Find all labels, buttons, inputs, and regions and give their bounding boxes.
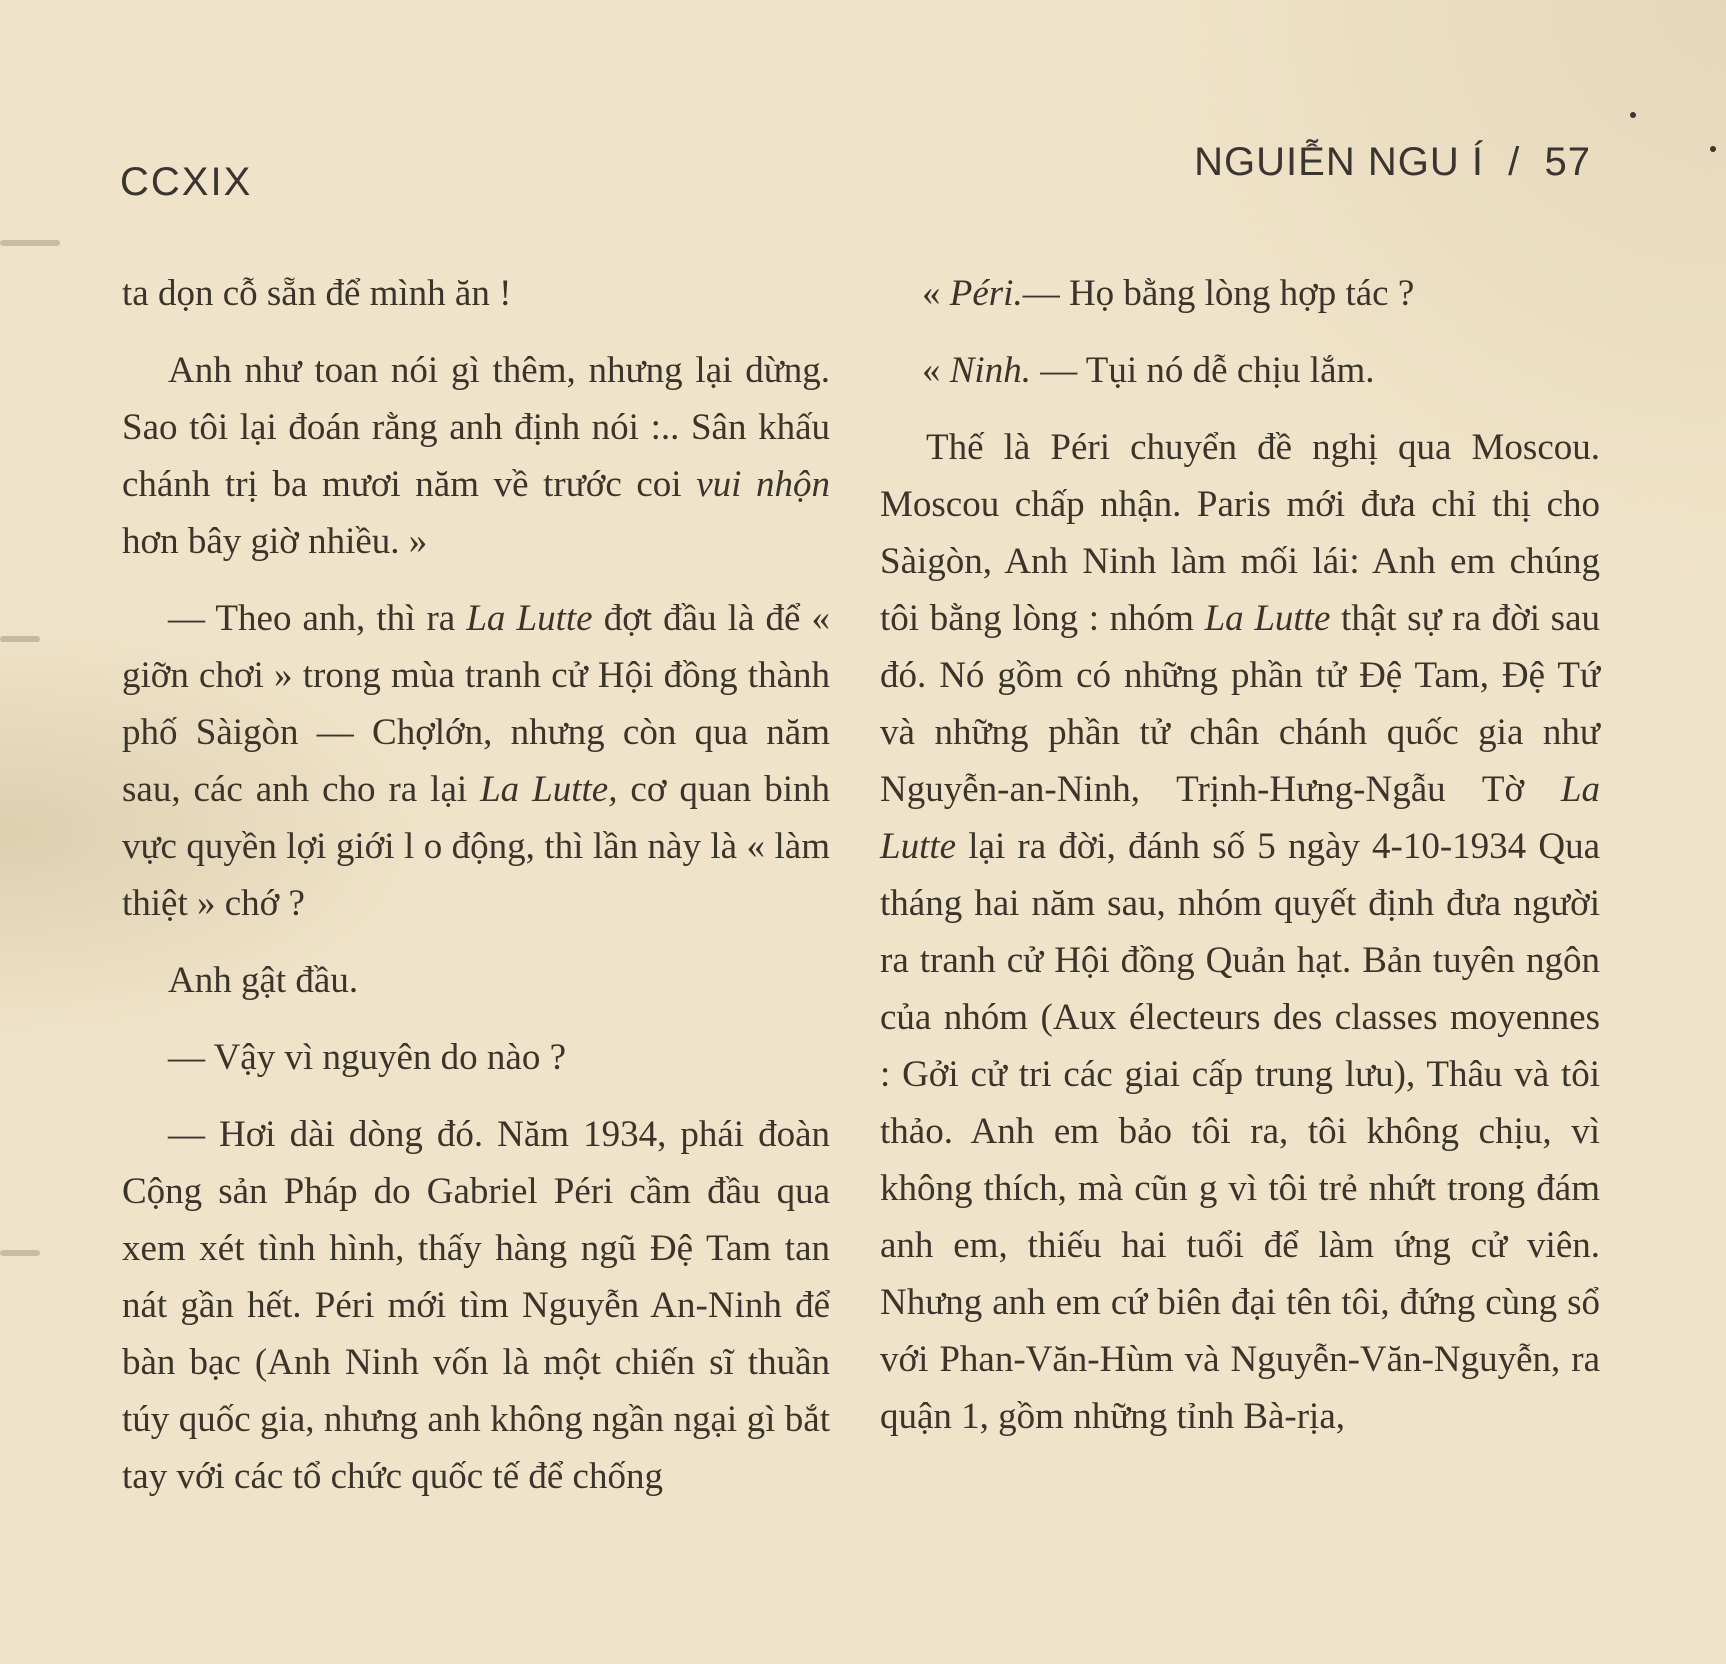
paragraph [880, 419, 1600, 1445]
ink-speck [1630, 112, 1636, 118]
quote-mark: « [922, 350, 941, 391]
text: cơ quan binh vực quyền lợi giới l o động, thì lần này là « làm thiệt » chớ ? [122, 769, 830, 924]
speaker-name: Péri. [949, 273, 1023, 314]
ink-speck [1710, 146, 1716, 152]
text: Anh gật đầu. [168, 960, 359, 1001]
paragraph [122, 590, 830, 932]
text: thật sự ra đời sau đó. Nó gồm có những phần tử Đệ Tam, Đệ Tứ và những phần tử chân chánh quốc gia như Nguyễn-an-Ninh, Trịnh-Hưng-Ngẫu Tờ [880, 598, 1601, 810]
italic-text: La Lutte [466, 598, 593, 639]
italic-text: La Lutte, [480, 769, 618, 810]
right-column [880, 265, 1600, 1465]
italic-text: La Lutte [880, 769, 1600, 867]
text: — Họ bằng lòng hợp tác ? [1022, 273, 1415, 314]
text: — Vậy vì nguyên do nào ? [168, 1037, 567, 1078]
dialogue-line [922, 265, 1600, 322]
paragraph [122, 342, 830, 570]
text: lại ra đời, đánh số 5 ngày 4-10-1934 Qua tháng hai năm sau, nhóm quyết định đưa người ra tranh cử Hội đồng Quản hạt. Bản tuyên ngôn của nhóm (Aux électeurs des classes moyennes : Gởi cử tri các giai cấp trung lưu), Thâu và tôi thảo. Anh em bảo tôi ra, tôi không chịu, vì không thích, mà cũn g vì tôi trẻ nhứt trong đám anh em, thiếu hai tuổi để làm ứng cử viên. Nhưng anh em cứ biên đại tên tôi, đứng cùng sổ với Phan-Văn-Hùm và Nguyễn-Văn-Nguyễn, ra quận 1, gồm những tỉnh Bà-rịa, [880, 826, 1601, 1437]
page-edge-mark [0, 1250, 40, 1256]
text: — Tụi nó dễ chịu lắm. [1040, 350, 1375, 391]
speaker-name: Ninh. [949, 350, 1031, 391]
text: Thế là Péri chuyển đề nghị qua Moscou. Moscou chấp nhận. Paris mới đưa chỉ thị cho Sàigòn, Anh Ninh làm mối lái: Anh em chúng tôi bằng lòng : nhóm [880, 427, 1600, 639]
text: ta dọn cỗ sẵn để mình ăn ! [122, 273, 512, 314]
paragraph [122, 1106, 830, 1505]
quote-mark: « [922, 273, 941, 314]
italic-text: vui nhộn [696, 464, 831, 505]
text: — Theo anh, thì ra [168, 598, 456, 639]
paragraph [122, 952, 830, 1009]
paragraph [122, 1029, 830, 1086]
page-edge-mark [0, 240, 60, 246]
left-column [122, 265, 830, 1525]
text: — Hơi dài dòng đó. Năm 1934, phái đoàn Cộng sản Pháp do Gabriel Péri cầm đầu qua xem xét tình hình, thấy hàng ngũ Đệ Tam tan nát gần hết. Péri mới tìm Nguyễn An-Ninh để bàn bạc (Anh Ninh vốn là một chiến sĩ thuần túy quốc gia, nhưng anh không ngần ngại gì bắt tay với các tổ chức quốc tế để chống [122, 1114, 830, 1497]
page-edge-mark [0, 636, 40, 642]
text: hơn bây giờ nhiều. » [122, 521, 428, 562]
paragraph [122, 265, 830, 322]
text: đợt đầu là để « giỡn chơi » trong mùa tranh cử Hội đồng thành phố Sàigòn — Chợlớn, nhưng còn qua năm sau, các anh cho ra lại [122, 598, 830, 810]
running-head-page-number: NGUIỄN NGU Í / 57 [1194, 140, 1591, 184]
chapter-number: CCXIX [120, 160, 253, 204]
text: Anh như toan nói gì thêm, nhưng lại dừng. Sao tôi lại đoán rằng anh định nói :.. Sân khấu chánh trị ba mươi năm về trước coi [122, 350, 830, 505]
italic-text: La Lutte [1204, 598, 1331, 639]
dialogue-line [922, 342, 1600, 399]
